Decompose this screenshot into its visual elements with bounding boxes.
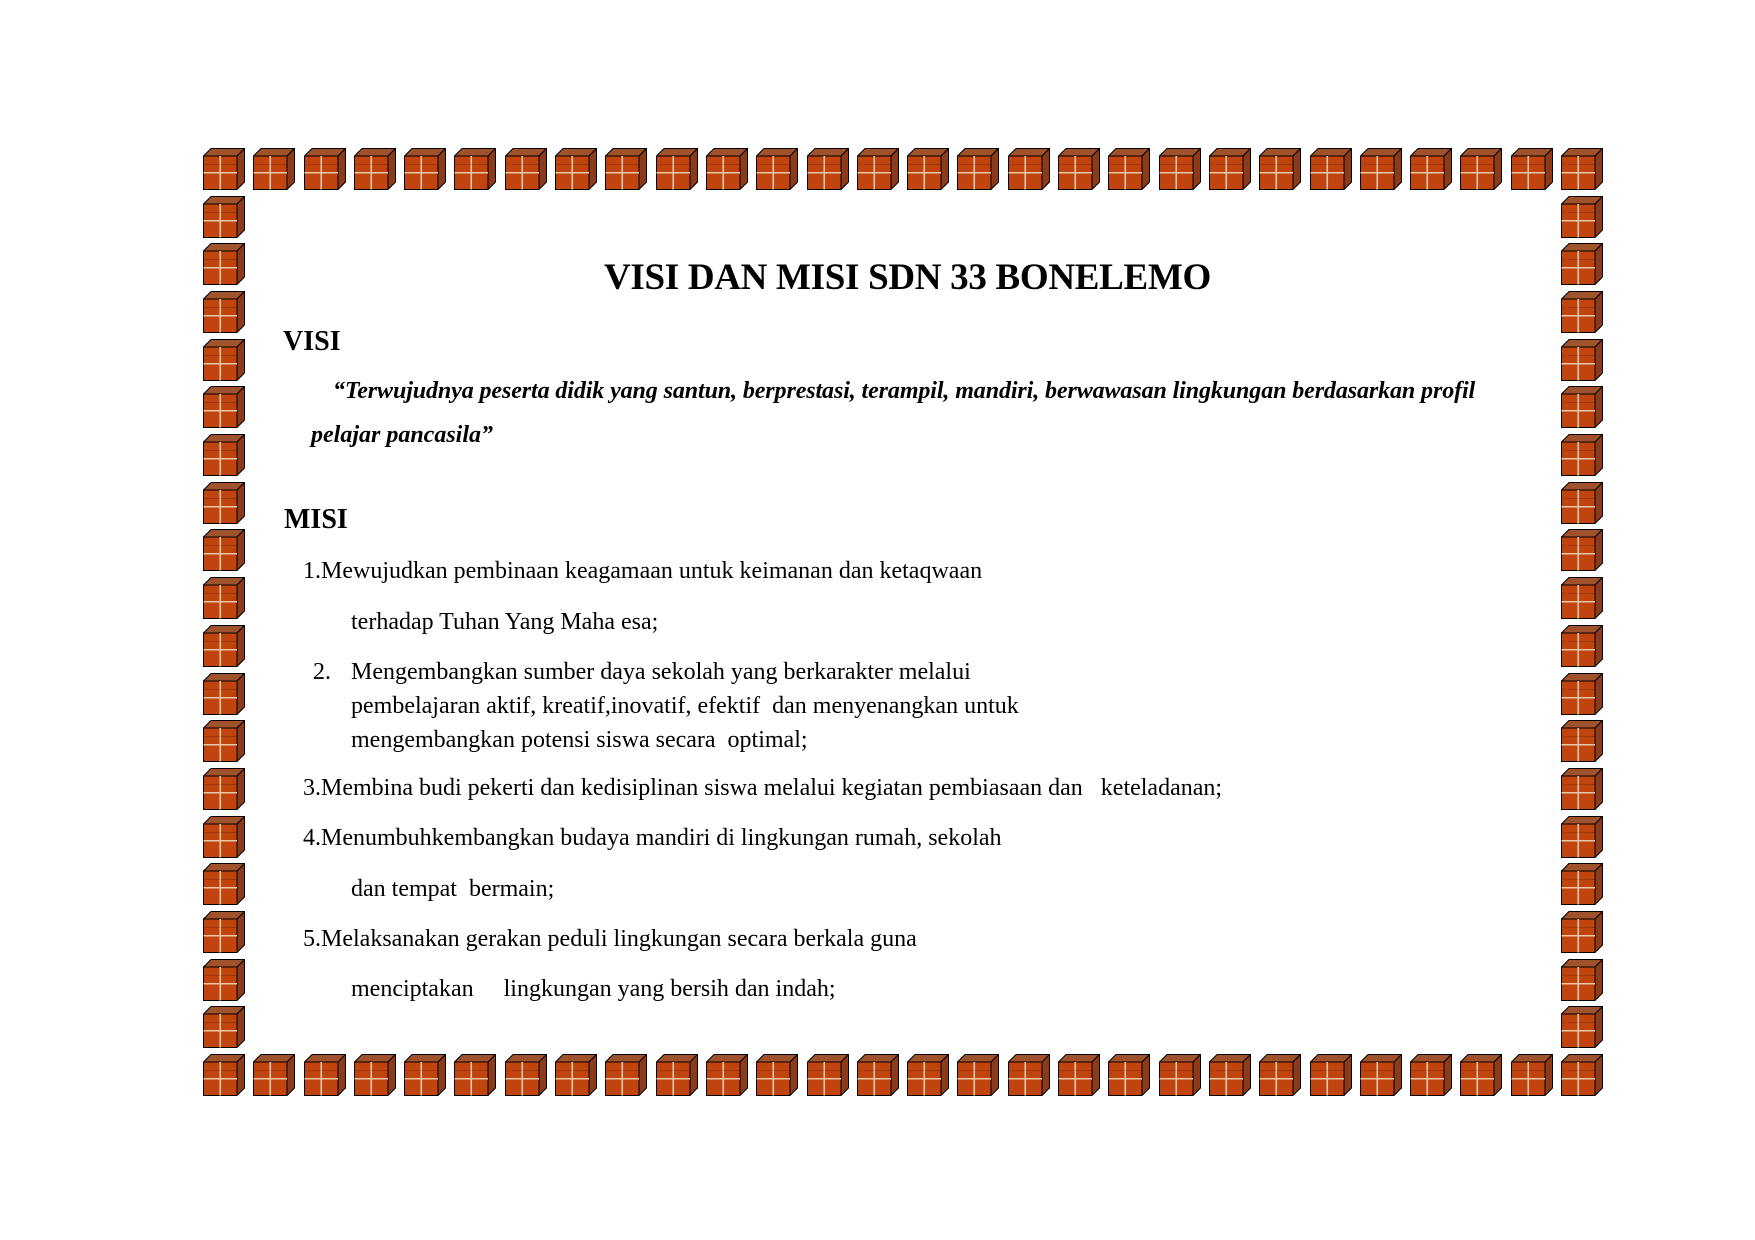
brick-box-icon xyxy=(203,1054,245,1096)
brick-box-icon xyxy=(756,148,798,190)
brick-box-icon xyxy=(1159,148,1201,190)
brick-box-icon xyxy=(1561,673,1603,715)
brick-box-icon xyxy=(907,1054,949,1096)
brick-box-icon xyxy=(1259,148,1301,190)
brick-box-icon xyxy=(1561,386,1603,428)
brick-box-icon xyxy=(203,959,245,1001)
brick-box-icon xyxy=(1511,148,1553,190)
brick-box-icon xyxy=(203,577,245,619)
brick-box-icon xyxy=(505,1054,547,1096)
brick-box-icon xyxy=(1360,148,1402,190)
brick-box-icon xyxy=(203,148,245,190)
brick-box-icon xyxy=(1108,148,1150,190)
brick-box-icon xyxy=(857,1054,899,1096)
brick-box-icon xyxy=(203,386,245,428)
misi-item-4-line: 4.Menumbuhkembangkan budaya mandiri di lingkungan rumah, sekolah xyxy=(303,825,1002,851)
brick-box-icon xyxy=(304,1054,346,1096)
brick-box-icon xyxy=(505,148,547,190)
brick-box-icon xyxy=(1008,1054,1050,1096)
brick-box-icon xyxy=(1058,1054,1100,1096)
brick-box-icon xyxy=(1561,434,1603,476)
brick-box-icon xyxy=(354,148,396,190)
brick-box-icon xyxy=(857,148,899,190)
brick-box-icon xyxy=(1310,148,1352,190)
brick-box-icon xyxy=(1561,863,1603,905)
brick-box-icon xyxy=(1460,1054,1502,1096)
brick-box-icon xyxy=(1561,1054,1603,1096)
brick-box-icon xyxy=(203,768,245,810)
brick-box-icon xyxy=(203,816,245,858)
brick-box-icon xyxy=(1511,1054,1553,1096)
brick-box-icon xyxy=(1561,959,1603,1001)
brick-box-icon xyxy=(304,148,346,190)
brick-box-icon xyxy=(1410,148,1452,190)
brick-box-icon xyxy=(1159,1054,1201,1096)
misi-item-5-line: 5.Melaksanakan gerakan peduli lingkungan secara berkala guna xyxy=(303,926,917,952)
brick-box-icon xyxy=(404,148,446,190)
visi-statement-line: pelajar pancasila” xyxy=(311,422,494,448)
brick-box-icon xyxy=(1561,196,1603,238)
brick-box-icon xyxy=(203,196,245,238)
brick-box-icon xyxy=(203,625,245,667)
brick-box-icon xyxy=(1561,625,1603,667)
brick-box-icon xyxy=(1410,1054,1452,1096)
brick-box-icon xyxy=(605,1054,647,1096)
visi-heading: VISI xyxy=(283,326,341,357)
brick-box-icon xyxy=(404,1054,446,1096)
brick-box-icon xyxy=(203,434,245,476)
brick-box-icon xyxy=(1561,911,1603,953)
brick-box-icon xyxy=(1561,529,1603,571)
brick-box-icon xyxy=(706,148,748,190)
brick-box-icon xyxy=(203,863,245,905)
brick-box-icon xyxy=(656,1054,698,1096)
brick-box-icon xyxy=(203,911,245,953)
brick-box-icon xyxy=(203,1006,245,1048)
brick-box-icon xyxy=(706,1054,748,1096)
misi-item-3-line: 3.Membina budi pekerti dan kedisiplinan siswa melalui kegiatan pembiasaan dan keteladanan; xyxy=(303,775,1223,801)
brick-box-icon xyxy=(1460,148,1502,190)
misi-item-1-line: terhadap Tuhan Yang Maha esa; xyxy=(351,609,659,635)
brick-box-icon xyxy=(1008,148,1050,190)
brick-box-icon xyxy=(354,1054,396,1096)
brick-box-icon xyxy=(957,148,999,190)
brick-box-icon xyxy=(807,1054,849,1096)
brick-box-icon xyxy=(1561,339,1603,381)
brick-box-icon xyxy=(1561,1006,1603,1048)
brick-box-icon xyxy=(555,1054,597,1096)
brick-box-icon xyxy=(203,720,245,762)
misi-heading: MISI xyxy=(284,504,348,535)
brick-box-icon xyxy=(203,339,245,381)
brick-box-icon xyxy=(203,673,245,715)
misi-item-1-line: 1.Mewujudkan pembinaan keagamaan untuk keimanan dan ketaqwaan xyxy=(303,558,983,584)
brick-box-icon xyxy=(1561,577,1603,619)
brick-box-icon xyxy=(605,148,647,190)
brick-box-icon xyxy=(1108,1054,1150,1096)
misi-item-5-line: menciptakan lingkungan yang bersih dan indah; xyxy=(351,976,836,1002)
brick-box-icon xyxy=(253,1054,295,1096)
misi-item-2-line: mengembangkan potensi siswa secara optimal; xyxy=(351,727,808,753)
brick-box-icon xyxy=(1561,768,1603,810)
brick-box-icon xyxy=(203,482,245,524)
brick-box-icon xyxy=(1561,148,1603,190)
misi-item-2-number: 2. xyxy=(313,659,331,685)
brick-box-icon xyxy=(1310,1054,1352,1096)
brick-box-icon xyxy=(203,529,245,571)
brick-box-icon xyxy=(1209,1054,1251,1096)
brick-box-icon xyxy=(807,148,849,190)
brick-box-icon xyxy=(907,148,949,190)
brick-box-icon xyxy=(555,148,597,190)
brick-box-icon xyxy=(957,1054,999,1096)
brick-box-icon xyxy=(1561,482,1603,524)
page-title: VISI DAN MISI SDN 33 BONELEMO xyxy=(603,257,1212,298)
misi-item-2-line: pembelajaran aktif, kreatif,inovatif, efektif dan menyenangkan untuk xyxy=(351,693,1019,719)
brick-box-icon xyxy=(1561,816,1603,858)
misi-item-2-line: Mengembangkan sumber daya sekolah yang berkarakter melalui xyxy=(351,659,971,685)
visi-statement-line: “Terwujudnya peserta didik yang santun, berprestasi, terampil, mandiri, berwawasan lingkungan berdasarkan profil xyxy=(333,378,1476,404)
brick-box-icon xyxy=(1561,720,1603,762)
brick-box-icon xyxy=(1209,148,1251,190)
misi-item-4-line: dan tempat bermain; xyxy=(351,876,555,902)
brick-box-icon xyxy=(454,148,496,190)
brick-box-icon xyxy=(253,148,295,190)
brick-box-icon xyxy=(1259,1054,1301,1096)
brick-box-icon xyxy=(1058,148,1100,190)
brick-box-icon xyxy=(756,1054,798,1096)
brick-box-icon xyxy=(656,148,698,190)
brick-box-icon xyxy=(454,1054,496,1096)
brick-box-icon xyxy=(1360,1054,1402,1096)
